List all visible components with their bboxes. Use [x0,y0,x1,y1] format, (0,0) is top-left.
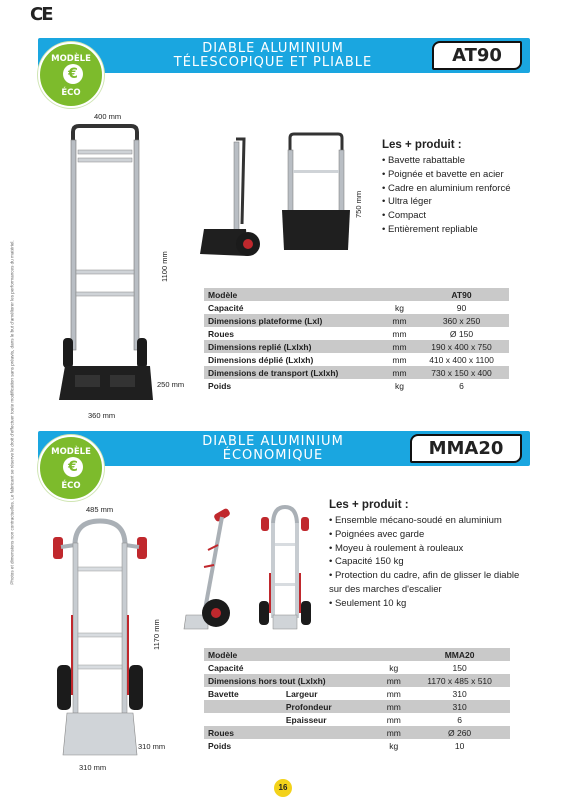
spec-table [204,648,510,752]
eco-badge [38,435,104,501]
hand-truck-photo [45,515,155,763]
side-disclaimer-text: Photos et dimensions non contractuelles. Le fabricant se réserve le droit d'effectuer toute modification sans préavis, dans le but d'améliorer les performances du matériel. [9,240,15,585]
hand-truck-side-photo [196,134,272,260]
dim-width-bottom: 310 mm [79,763,107,772]
table-row: Roues mm Ø 150 [204,327,509,340]
eco-badge [38,42,104,108]
side-disclaimer [2,170,26,670]
badge-line2: ÉCO [61,88,81,98]
hand-truck-folded-photo [278,130,354,256]
table-row: Dimensions plateforme (Lxl) mm 360 x 250 [204,314,509,327]
table-row: Profondeur mm 310 [204,700,510,713]
list-item: • Poignée et bavette en acier [382,168,510,182]
dim-width-bottom: 360 mm [88,411,116,420]
dim-depth: 250 mm [157,380,185,389]
model-code: MMA20 [410,434,522,463]
dim-height: 1100 mm [160,251,169,282]
list-item: • Poignées avec garde [329,528,529,542]
dim-width-top: 485 mm [86,505,114,514]
product-title-line2: TÉLESCOPIQUE ET PLIABLE [173,55,373,70]
table-row: Dimensions hors tout (Lxlxh) mm 1170 x 485 x 510 [204,674,510,687]
list-item: • Moyeu à roulement à rouleaux [329,542,529,556]
page-number: 16 [274,779,292,797]
list-item: • Protection du cadre, afin de glisser le diable sur des marches d'escalier [329,569,529,597]
table-row: Dimensions de transport (Lxlxh) mm 730 x 150 x 400 [204,366,509,379]
list-item: • Ultra léger [382,195,510,209]
list-item: • Seulement 10 kg [329,597,529,611]
badge-line2: ÉCO [61,481,81,491]
table-row: Poids kg 10 [204,739,510,752]
features-title: Les + produit : [329,499,409,511]
list-item: • Entièrement repliable [382,223,510,237]
product-title-line2: ÉCONOMIQUE [222,448,324,463]
features-title: Les + produit : [382,139,462,151]
product-title [148,42,398,70]
table-row: Dimensions déplié (Lxlxh) mm 410 x 400 x 1100 [204,353,509,366]
list-item: • Ensemble mécano-soudé en aluminium [329,514,529,528]
table-row: Bavette Largeur mm 310 [204,687,510,700]
table-row: Roues mm Ø 260 [204,726,510,739]
dim-height: 1170 mm [152,619,161,650]
list-item: • Bavette rabattable [382,154,510,168]
spec-table [204,288,509,392]
table-row: Poids kg 6 [204,379,509,392]
table-row: Capacité kg 150 [204,661,510,674]
list-item: • Cadre en aluminium renforcé [382,182,510,196]
product-title-line1: DIABLE ALUMINIUM [202,434,344,449]
table-row: Modèle MMA20 [204,648,510,661]
product-title-line1: DIABLE ALUMINIUM [202,41,344,56]
badge-line1: MODÈLE [51,447,91,457]
hand-truck-photo [55,120,165,410]
dim-depth: 310 mm [138,742,166,751]
product-banner [38,431,530,466]
table-row: Epaisseur mm 6 [204,713,510,726]
list-item: • Compact [382,209,510,223]
dim-width-top: 400 mm [94,112,122,121]
product-banner [38,38,530,73]
list-item: • Capacité 150 kg [329,555,529,569]
table-row: Modèle AT90 [204,288,509,301]
dim-folded-height: 750 mm [354,190,363,218]
badge-line1: MODÈLE [51,54,91,64]
hand-truck-front-photo [255,503,315,633]
euro-icon: € [63,457,83,477]
features-list [382,154,510,237]
product-title [148,435,398,463]
euro-icon: € [63,64,83,84]
model-code: AT90 [432,41,522,70]
hand-truck-side-photo [178,505,248,635]
table-row: Dimensions replié (Lxlxh) mm 190 x 400 x 750 [204,340,509,353]
table-row: Capacité kg 90 [204,301,509,314]
ce-mark: CE [30,4,52,25]
features-list [329,514,529,611]
